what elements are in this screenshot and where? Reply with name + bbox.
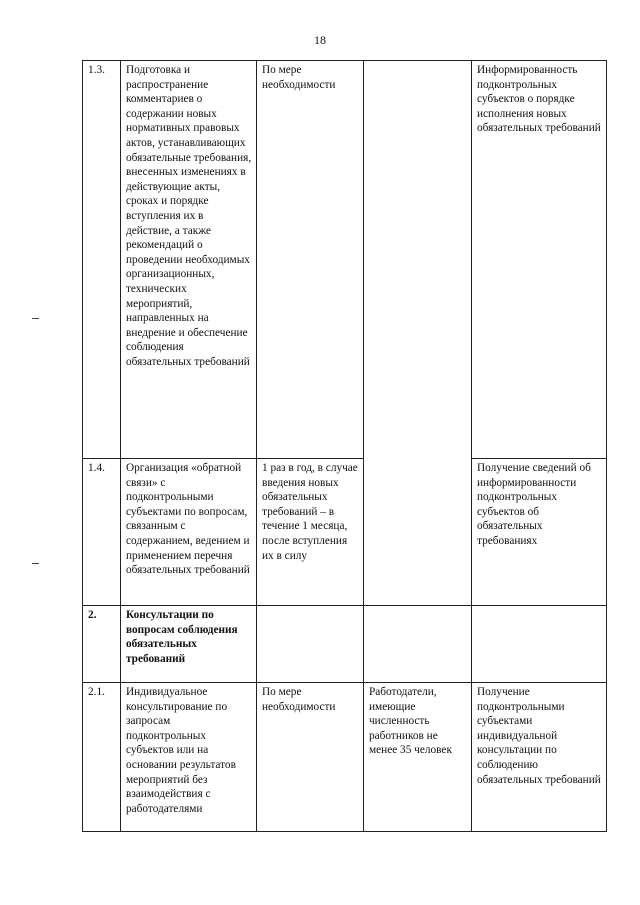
item-number: 1.4.: [83, 459, 121, 606]
item-number: 2.1.: [83, 683, 121, 832]
activities-table: [82, 60, 607, 832]
period-cell: По мере необходимости: [257, 683, 364, 832]
table-row: [83, 683, 607, 832]
expected-result: [472, 606, 607, 683]
subjects-cell: [364, 606, 472, 683]
table-row: [83, 459, 607, 606]
activity-description: Организация «обратной связи» с подконтрольными субъектами по вопросам, связанным с содержанием, ведением и применением перечня обязательных требований: [121, 459, 257, 606]
page-number: 18: [314, 33, 326, 47]
section-title: Консультации по вопросам соблюдения обязательных требований: [121, 606, 257, 683]
item-number: 1.3.: [83, 61, 121, 459]
section-number: 2.: [83, 606, 121, 683]
activity-description: Подготовка и распространение комментариев о содержании новых нормативных правовых актов, устанавливающих обязательные требования, внесенных изменениях в действующие акты, сроках и порядке вступления их в действие, а также рекомендаций о проведении необходимых организационных, технических мероприятий, направленных на внедрение и обеспечение соблюдения обязательных требований: [121, 61, 257, 459]
period-cell: 1 раз в год, в случае введения новых обязательных требований – в течение 1 месяца, после вступления их в силу: [257, 459, 364, 606]
period-cell: По мере необходимости: [257, 61, 364, 459]
activity-description: Индивидуальное консультирование по запросам подконтрольных субъектов или на основании результатов мероприятий без взаимодействия с работодателями: [121, 683, 257, 832]
subjects-cell: Работодатели, имеющие численность работников не менее 35 человек: [364, 683, 472, 832]
subjects-cell: [364, 61, 472, 606]
margin-mark: [32, 318, 39, 319]
expected-result: Получение сведений об информированности подконтрольных субъектов об обязательных требованиях: [472, 459, 607, 606]
expected-result: Получение подконтрольными субъектами индивидуальной консультации по соблюдению обязательных требований: [472, 683, 607, 832]
period-cell: [257, 606, 364, 683]
margin-mark: [32, 563, 39, 564]
expected-result: Информированность подконтрольных субъектов о порядке исполнения новых обязательных требований: [472, 61, 607, 459]
table-row: [83, 61, 607, 459]
section-row: [83, 606, 607, 683]
